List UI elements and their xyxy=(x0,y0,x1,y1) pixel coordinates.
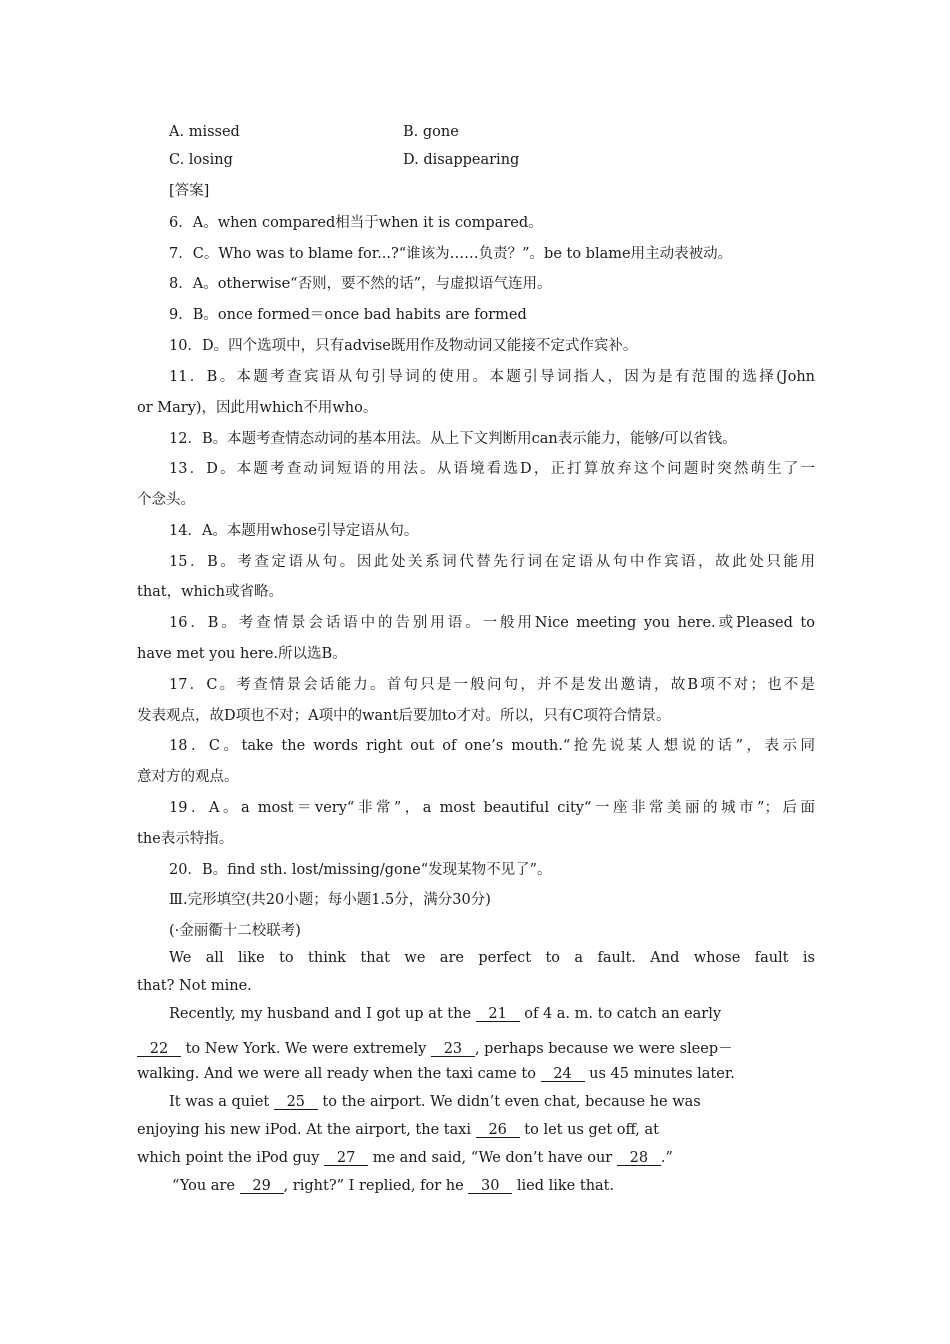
blank-21[interactable]: 21 xyxy=(476,1007,520,1022)
answer-11-line1: 11．B。本题考查宾语从句引导词的使用。本题引导词指人，因为是有范围的选择(John xyxy=(169,369,815,385)
text-segment: walking. And we were all ready when the taxi came to xyxy=(137,1066,541,1082)
option-d: D. disappearing xyxy=(403,152,520,168)
answer-15-line2: that，which或省略。 xyxy=(137,584,283,600)
blank-30[interactable]: 30 xyxy=(468,1179,512,1194)
blank-24[interactable]: 24 xyxy=(541,1067,585,1082)
source-note: (·金丽衢十二校联考) xyxy=(169,923,301,939)
answer-19-line1: 19．A。a most＝very“非常”，a most beautiful city“一座非常美丽的城市”；后面 xyxy=(169,800,815,816)
answer-7: 7．C。Who was to blame for...?“谁该为……负责？”。be to blame用主动表被动。 xyxy=(169,246,733,262)
passage-p4-line1 xyxy=(172,1178,850,1194)
text-segment: me and said, “We don’t have our xyxy=(368,1150,617,1166)
answer-11-line2: or Mary)，因此用which不用who。 xyxy=(137,400,378,416)
text-segment: of 4 a. m. to catch an early xyxy=(519,1006,722,1022)
answer-17-line2: 发表观点，故D项也不对；A项中的want后要加to才对。所以，只有C项符合情景。 xyxy=(137,708,671,724)
passage-p3-line1 xyxy=(169,1094,815,1110)
text-segment: enjoying his new iPod. At the airport, the taxi xyxy=(137,1122,476,1138)
answer-12: 12．B。本题考查情态动词的基本用法。从上下文判断用can表示能力，能够/可以省钱。 xyxy=(169,431,737,447)
answer-8: 8．A。otherwise“否则，要不然的话”，与虚拟语气连用。 xyxy=(169,276,552,292)
answer-14: 14．A。本题用whose引导定语从句。 xyxy=(169,523,419,539)
section-title: Ⅲ.完形填空(共20小题；每小题1.5分，满分30分) xyxy=(169,892,491,908)
text-segment: to let us get off, at xyxy=(519,1122,659,1138)
passage-p2-line3 xyxy=(137,1066,815,1082)
option-a: A. missed xyxy=(169,124,240,140)
answer-18-line2: 意对方的观点。 xyxy=(137,769,239,785)
blank-23[interactable]: 23 xyxy=(431,1042,475,1057)
blank-22[interactable]: 22 xyxy=(137,1042,181,1057)
answer-15-line1: 15．B。考查定语从句。因此处关系词代替先行词在定语从句中作宾语，故此处只能用 xyxy=(169,554,815,570)
text-segment: , perhaps because we were sleep－ xyxy=(474,1041,733,1057)
text-segment: to New York. We were extremely xyxy=(181,1041,431,1057)
answer-18-line1: 18．C。take the words right out of one’s mouth.“抢先说某人想说的话”，表示同 xyxy=(169,738,815,754)
answer-9: 9．B。once formed＝once bad habits are formed xyxy=(169,307,527,323)
answer-6: 6．A。when compared相当于when it is compared。 xyxy=(169,215,543,231)
text-segment: Recently, my husband and I got up at the xyxy=(169,1006,476,1022)
text-segment: to the airport. We didn’t even chat, because he was xyxy=(317,1094,701,1110)
text-segment: lied like that. xyxy=(512,1178,615,1194)
text-segment: us 45 minutes later. xyxy=(584,1066,735,1082)
answer-13-line1: 13．D。本题考查动词短语的用法。从语境看选D，正打算放弃这个问题时突然萌生了一 xyxy=(169,461,815,477)
answers-header: [答案] xyxy=(169,183,210,199)
text-segment: It was a quiet xyxy=(169,1094,274,1110)
answer-10: 10．D。四个选项中，只有advise既用作及物动词又能接不定式作宾补。 xyxy=(169,338,638,354)
passage-p1-line1: We all like to think that we are perfect to a fault. And whose fault is xyxy=(169,950,815,966)
text-segment: “You are xyxy=(172,1178,240,1194)
option-b: B. gone xyxy=(403,124,459,140)
answer-20: 20．B。find sth. lost/missing/gone“发现某物不见了”。 xyxy=(169,862,552,878)
blank-26[interactable]: 26 xyxy=(476,1123,520,1138)
answer-16-line1: 16．B。考查情景会话语中的告别用语。一般用Nice meeting you here.或Pleased to xyxy=(169,615,815,631)
blank-25[interactable]: 25 xyxy=(274,1095,318,1110)
text-segment: .” xyxy=(660,1150,673,1166)
passage-p2-line1 xyxy=(169,1006,815,1022)
answer-17-line1: 17．C。考查情景会话能力。首句只是一般问句，并不是发出邀请，故B项不对；也不是 xyxy=(169,677,815,693)
passage-p3-line3 xyxy=(137,1150,815,1166)
blank-27[interactable]: 27 xyxy=(324,1151,368,1166)
answer-19-line2: the表示特指。 xyxy=(137,831,234,847)
passage-p1-line2: that? Not mine. xyxy=(137,978,252,994)
text-segment: , right?” I replied, for he xyxy=(283,1178,469,1194)
option-c: C. losing xyxy=(169,152,233,168)
answer-16-line2: have met you here.所以选B。 xyxy=(137,646,347,662)
passage-p3-line2 xyxy=(137,1122,815,1138)
passage-p2-line2 xyxy=(137,1037,815,1058)
blank-28[interactable]: 28 xyxy=(617,1151,661,1166)
blank-29[interactable]: 29 xyxy=(240,1179,284,1194)
text-segment: which point the iPod guy xyxy=(137,1150,325,1166)
answer-13-line2: 个念头。 xyxy=(137,492,195,508)
